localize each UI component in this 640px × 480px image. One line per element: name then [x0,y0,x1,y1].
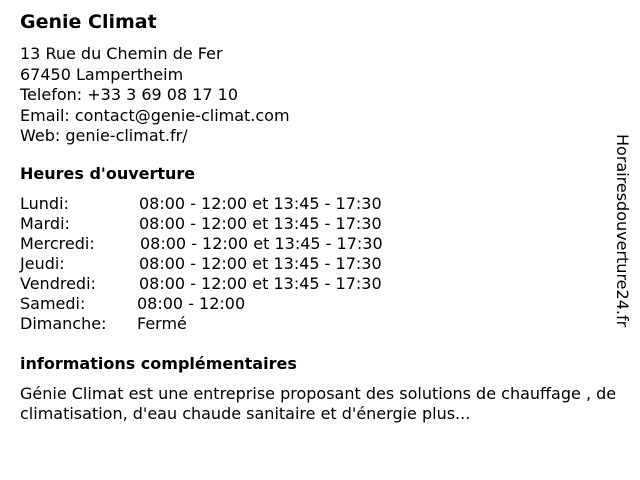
day-label: Mardi: [20,214,70,233]
hours-row-sunday [20,314,440,334]
business-description: Génie Climat est une entreprise proposant des solutions de chauffage , de climatisation, d'eau chaude sanitaire et d'énergie plus... [20,384,617,423]
address-street: 13 Rue du Chemin de Fer [20,44,223,63]
site-watermark [612,134,632,344]
hours-row-saturday [20,294,440,314]
time-value: Fermé [137,314,187,333]
hours-row-thursday [20,254,440,274]
time-value: 08:00 - 12:00 et 13:45 - 17:30 [139,194,382,213]
email-line: Email: contact@genie-climat.com [20,105,290,125]
time-value: 08:00 - 12:00 et 13:45 - 17:30 [139,274,382,293]
opening-hours-heading: Heures d'ouverture [20,164,196,183]
hours-row-friday [20,274,440,294]
hours-row-wednesday [20,234,440,254]
day-label: Vendredi: [20,274,96,293]
hours-row-tuesday [20,214,440,234]
hours-row-monday [20,194,440,214]
day-label: Lundi: [20,194,69,213]
business-name: Genie Climat [20,11,157,33]
opening-hours-table [20,194,440,334]
time-value: 08:00 - 12:00 [137,294,246,313]
day-label: Samedi: [20,294,86,313]
time-value: 08:00 - 12:00 et 13:45 - 17:30 [139,214,382,233]
watermark-text: Horairesdouverture24.fr [613,134,632,328]
web-line: Web: genie-climat.fr/ [20,126,188,145]
day-label: Dimanche: [20,314,107,333]
time-value: 08:00 - 12:00 et 13:45 - 17:30 [140,234,383,253]
phone-line: Telefon: +33 3 69 08 17 10 [20,85,239,104]
day-label: Jeudi: [20,254,65,273]
additional-info-heading: informations complémentaires [20,354,297,373]
day-label: Mercredi: [20,234,95,253]
address-city: 67450 Lampertheim [20,64,184,84]
contact-block [20,44,290,147]
time-value: 08:00 - 12:00 et 13:45 - 17:30 [139,254,382,273]
